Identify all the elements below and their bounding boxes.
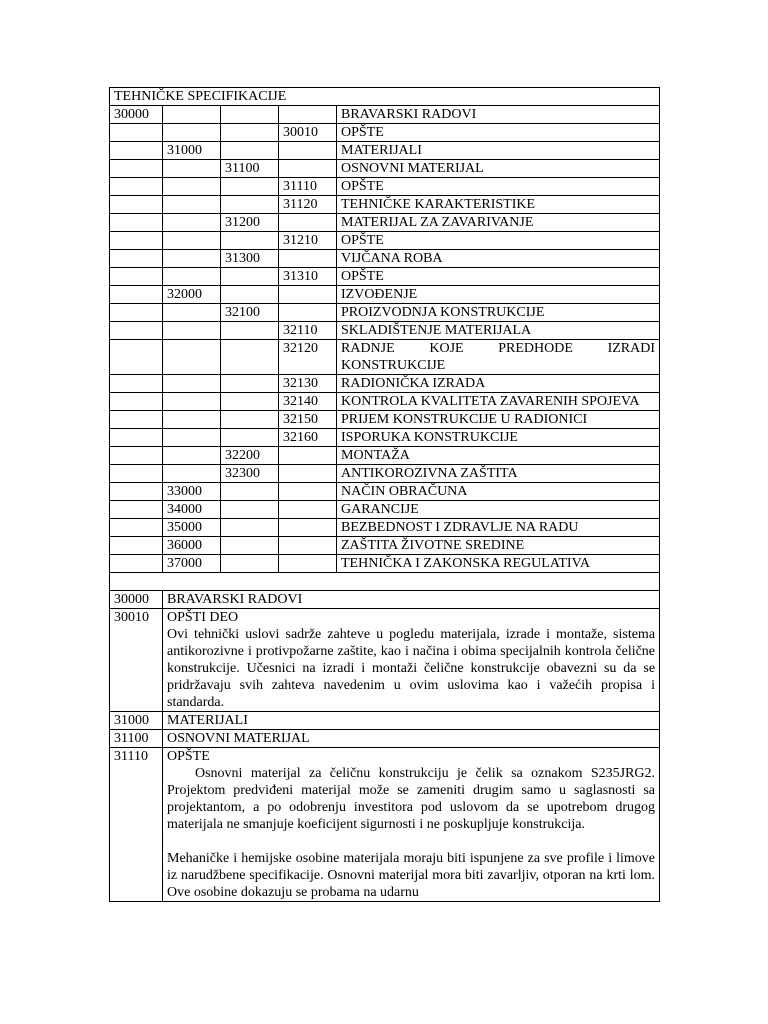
toc-row [110,304,660,322]
section-paragraph: Mehaničke i hemijske osobine materijala moraju biti ispunjene za sve profile i limove iz narudžbene specifikacije. Osnovni materijal mora biti zavarljiv, otporan na krti lom. Ove osobine dokazuju se probama na udarnu [167,851,656,900]
toc-code-cell [163,250,221,268]
toc-code-cell: 30000 [110,106,163,124]
toc-label-cell: TEHNIČKE KARAKTERISTIKE [337,196,660,214]
toc-code-cell [110,142,163,160]
toc-label-cell: MATERIJAL ZA ZAVARIVANJE [337,214,660,232]
toc-row [110,286,660,304]
toc-code-cell [110,340,163,375]
toc-code-cell [110,501,163,519]
toc-code-cell: 30010 [279,124,337,142]
toc-row [110,537,660,555]
toc-row [110,250,660,268]
toc-code-cell [221,178,279,196]
toc-row [110,555,660,573]
toc-code-cell [221,555,279,573]
toc-code-cell [279,142,337,160]
toc-row [110,268,660,286]
toc-code-cell [110,537,163,555]
specifications-table [109,87,660,902]
toc-code-cell [279,286,337,304]
toc-code-cell: 32150 [279,411,337,429]
toc-code-cell: 31210 [279,232,337,250]
toc-code-cell: 32100 [221,304,279,322]
toc-label-cell: RADIONIČKA IZRADA [337,375,660,393]
toc-code-cell [163,304,221,322]
toc-code-cell [221,106,279,124]
toc-code-cell: 37000 [163,555,221,573]
section-row [110,712,660,730]
toc-code-cell [110,250,163,268]
toc-label-cell: ANTIKOROZIVNA ZAŠTITA [337,465,660,483]
toc-code-cell [110,124,163,142]
toc-code-cell: 32300 [221,465,279,483]
toc-row [110,393,660,411]
spacer-cell [110,573,660,591]
toc-label-cell: OSNOVNI MATERIJAL [337,160,660,178]
paragraph-gap [167,833,655,850]
toc-label-cell: MONTAŽA [337,447,660,465]
toc-code-cell [221,501,279,519]
toc-code-cell [110,286,163,304]
toc-code-cell [163,393,221,411]
toc-code-cell: 31300 [221,250,279,268]
toc-row [110,483,660,501]
toc-code-cell [110,411,163,429]
toc-row [110,447,660,465]
toc-code-cell [279,555,337,573]
section-title: MATERIJALI [163,712,660,730]
section-code: 31000 [110,712,163,730]
section-code: 31110 [110,748,163,902]
toc-label-cell: OPŠTE [337,124,660,142]
toc-code-cell [163,340,221,375]
toc-code-cell [279,519,337,537]
toc-row [110,160,660,178]
toc-row [110,501,660,519]
toc-label-cell: MATERIJALI [337,142,660,160]
toc-title: TEHNIČKE SPECIFIKACIJE [110,88,660,106]
section-code: 31100 [110,730,163,748]
toc-code-cell [221,411,279,429]
toc-label-cell: BRAVARSKI RADOVI [337,106,660,124]
toc-code-cell: 32000 [163,286,221,304]
toc-code-cell [221,286,279,304]
toc-code-cell [110,519,163,537]
toc-row [110,375,660,393]
toc-code-cell [221,322,279,340]
toc-row [110,196,660,214]
toc-code-cell: 31110 [279,178,337,196]
toc-code-cell [221,537,279,555]
section-title: OPŠTE [167,749,210,764]
section-row [110,748,660,902]
toc-code-cell [110,375,163,393]
section-row [110,591,660,609]
toc-code-cell [163,106,221,124]
toc-code-cell [163,447,221,465]
toc-code-cell: 34000 [163,501,221,519]
toc-code-cell: 36000 [163,537,221,555]
toc-code-cell [221,519,279,537]
toc-code-cell [163,465,221,483]
toc-body [110,88,660,573]
section-code: 30000 [110,591,163,609]
toc-code-cell [110,555,163,573]
toc-code-cell [163,124,221,142]
toc-code-cell: 31310 [279,268,337,286]
toc-row [110,340,660,375]
toc-row [110,124,660,142]
toc-code-cell [279,465,337,483]
toc-title-row [110,88,660,106]
section-code: 30010 [110,609,163,712]
toc-code-cell [163,214,221,232]
toc-row [110,106,660,124]
section-title: OPŠTI DEO [167,610,239,625]
toc-code-cell [110,304,163,322]
toc-code-cell [279,304,337,322]
toc-code-cell [221,429,279,447]
toc-code-cell [221,196,279,214]
section-paragraph: Osnovni materijal za čeličnu konstrukciju je čelik sa oznakom S235JRG2. Projektom predviđeni materijal može se zameniti drugim samo u saglasnosti sa projektantom, a po odobrenju investitora pod uslovom da se upotrebom drugog materijala ne smanjuje koeficijent sigurnosti i ne poskupljuje konstrukcija. [167,766,656,832]
toc-row [110,232,660,250]
toc-label-cell: PROIZVODNJA KONSTRUKCIJE [337,304,660,322]
toc-code-cell [221,124,279,142]
toc-code-cell: 35000 [163,519,221,537]
section-paragraph: Ovi tehnički uslovi sadrže zahteve u pogledu materijala, izrade i montaže, sistema antikorozivne i protivpožarne zaštite, kao i načina i obima specijalnih kontrola čelične konstrukcije. Učesnici na izradi i montaži čelične konstrukcije obavezni su da se pridržavaju svih zahteva navedenim u ovim uslovima kao i važećih propisa i standarda. [167,627,656,710]
toc-code-cell [110,393,163,411]
toc-row [110,465,660,483]
toc-label-cell: BEZBEDNOST I ZDRAVLJE NA RADU [337,519,660,537]
toc-code-cell [221,375,279,393]
toc-label-cell: ZAŠTITA ŽIVOTNE SREDINE [337,537,660,555]
toc-code-cell: 32140 [279,393,337,411]
toc-label-cell: TEHNIČKA I ZAKONSKA REGULATIVA [337,555,660,573]
toc-code-cell [279,160,337,178]
toc-code-cell: 33000 [163,483,221,501]
toc-code-cell [163,268,221,286]
toc-label-cell: SKLADIŠTENJE MATERIJALA [337,322,660,340]
toc-code-cell [221,268,279,286]
toc-label-cell: PRIJEM KONSTRUKCIJE U RADIONICI [337,411,660,429]
toc-code-cell [163,178,221,196]
toc-label-cell: OPŠTE [337,178,660,196]
toc-row [110,322,660,340]
toc-code-cell: 32120 [279,340,337,375]
toc-code-cell [279,250,337,268]
toc-code-cell [110,178,163,196]
toc-label-cell: GARANCIJE [337,501,660,519]
toc-label-cell: NAČIN OBRAČUNA [337,483,660,501]
section-title: OSNOVNI MATERIJAL [163,730,660,748]
toc-code-cell [163,429,221,447]
toc-code-cell: 31100 [221,160,279,178]
toc-code-cell [279,106,337,124]
toc-code-cell [110,465,163,483]
toc-code-cell [110,160,163,178]
toc-code-cell [163,160,221,178]
toc-code-cell [110,214,163,232]
toc-row [110,429,660,447]
toc-code-cell [110,268,163,286]
toc-label-cell: RADNJE KOJE PREDHODE IZRADI KONSTRUKCIJE [337,340,660,375]
toc-code-cell [221,483,279,501]
section-title: BRAVARSKI RADOVI [163,591,660,609]
toc-code-cell [221,393,279,411]
toc-row [110,178,660,196]
toc-code-cell [110,232,163,250]
toc-label-cell: OPŠTE [337,232,660,250]
toc-code-cell: 32130 [279,375,337,393]
toc-label-cell: ISPORUKA KONSTRUKCIJE [337,429,660,447]
toc-code-cell [110,483,163,501]
toc-code-cell [279,214,337,232]
section-row [110,609,660,712]
toc-code-cell [221,142,279,160]
toc-code-cell [110,429,163,447]
toc-label-cell: VIJČANA ROBA [337,250,660,268]
toc-code-cell: 31000 [163,142,221,160]
toc-code-cell [110,322,163,340]
toc-code-cell [279,537,337,555]
toc-code-cell [221,340,279,375]
spacer-row [110,573,660,591]
toc-code-cell: 31200 [221,214,279,232]
toc-code-cell [279,501,337,519]
toc-code-cell [163,196,221,214]
toc-code-cell [279,483,337,501]
toc-row [110,519,660,537]
toc-code-cell: 32200 [221,447,279,465]
toc-code-cell [163,411,221,429]
toc-code-cell [163,232,221,250]
toc-row [110,411,660,429]
section-content [163,609,660,712]
toc-code-cell [163,375,221,393]
toc-code-cell [163,322,221,340]
toc-label-cell: OPŠTE [337,268,660,286]
toc-code-cell: 32160 [279,429,337,447]
toc-code-cell [221,232,279,250]
toc-label-cell: KONTROLA KVALITETA ZAVARENIH SPOJEVA [337,393,660,411]
section-row [110,730,660,748]
toc-code-cell: 31120 [279,196,337,214]
toc-row [110,142,660,160]
details-body [110,573,660,902]
toc-row [110,214,660,232]
section-content [163,748,660,902]
toc-label-cell: IZVOĐENJE [337,286,660,304]
toc-code-cell [110,196,163,214]
toc-code-cell: 32110 [279,322,337,340]
toc-code-cell [110,447,163,465]
toc-code-cell [279,447,337,465]
